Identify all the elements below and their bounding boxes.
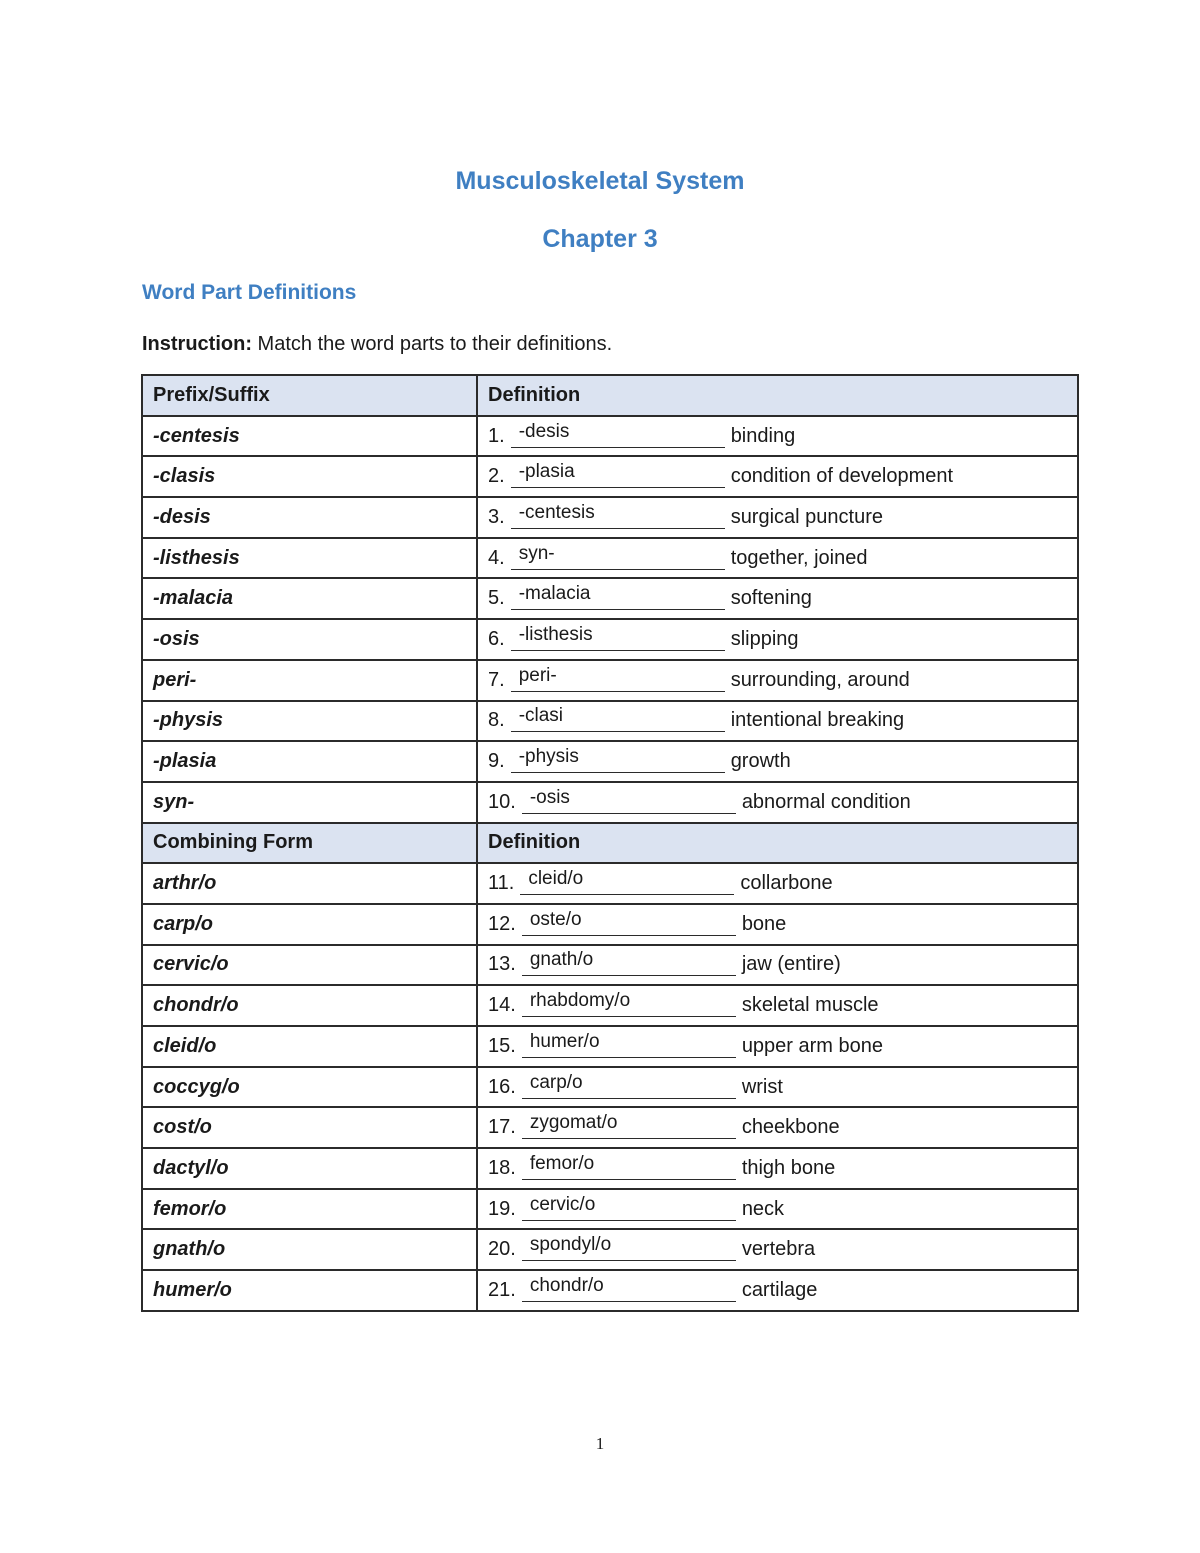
word-part-term: -malacia xyxy=(142,578,477,619)
answer-blank[interactable] xyxy=(511,664,725,692)
item-number: 19. xyxy=(488,1197,516,1220)
answer-blank[interactable] xyxy=(511,461,725,488)
answer-blank[interactable] xyxy=(522,1234,736,1261)
table-row xyxy=(142,497,1078,538)
word-part-term: -physis xyxy=(142,701,477,742)
answer-blank[interactable] xyxy=(511,501,725,529)
table-row xyxy=(142,1107,1078,1148)
chapter-heading: Chapter 3 xyxy=(542,225,658,253)
definition-cell xyxy=(477,1067,1078,1108)
definition-text: bone xyxy=(741,912,787,935)
definition-cell xyxy=(477,1270,1078,1311)
definition-cell xyxy=(477,1229,1078,1270)
word-part-term: cleid/o xyxy=(142,1026,477,1067)
table-row xyxy=(142,1026,1078,1067)
table-row xyxy=(142,741,1078,782)
definition-cell xyxy=(477,741,1078,782)
item-number: 16. xyxy=(488,1075,516,1098)
answer-text: gnath/o xyxy=(529,949,594,971)
answer-blank[interactable] xyxy=(511,583,725,610)
word-part-term: gnath/o xyxy=(142,1229,477,1270)
answer-blank[interactable] xyxy=(520,868,734,895)
definition-text: neck xyxy=(741,1197,785,1220)
word-part-term: cost/o xyxy=(142,1107,477,1148)
table-row xyxy=(142,660,1078,701)
answer-text: spondyl/o xyxy=(529,1234,612,1256)
answer-blank[interactable] xyxy=(522,908,736,936)
item-number: 7. xyxy=(488,668,505,691)
answer-blank[interactable] xyxy=(511,420,725,448)
definition-text: condition of development xyxy=(730,465,954,488)
definition-cell xyxy=(477,1148,1078,1189)
definition-text: upper arm bone xyxy=(741,1034,884,1057)
word-part-term: arthr/o xyxy=(142,863,477,904)
word-part-term: carp/o xyxy=(142,904,477,945)
table-row xyxy=(142,1270,1078,1311)
page-number: 1 xyxy=(595,1434,605,1453)
table-row xyxy=(142,1148,1078,1189)
definition-cell xyxy=(477,904,1078,945)
answer-blank[interactable] xyxy=(522,1274,736,1302)
word-part-term: dactyl/o xyxy=(142,1148,477,1189)
word-part-term: femor/o xyxy=(142,1189,477,1230)
definition-text: collarbone xyxy=(740,872,833,895)
answer-text: -centesis xyxy=(518,501,595,523)
answer-text: cleid/o xyxy=(528,868,584,890)
word-part-term: syn- xyxy=(142,782,477,823)
combining-form-header-row xyxy=(142,823,1078,864)
answer-text: oste/o xyxy=(529,908,582,930)
definition-text: growth xyxy=(730,750,791,773)
word-part-table xyxy=(141,374,1079,1312)
word-part-term: cervic/o xyxy=(142,945,477,986)
word-part-term: coccyg/o xyxy=(142,1067,477,1108)
word-part-term: humer/o xyxy=(142,1270,477,1311)
item-number: 17. xyxy=(488,1116,516,1139)
instruction-text: Match the word parts to their definitions. xyxy=(252,333,613,355)
answer-text: -malacia xyxy=(518,583,591,605)
answer-text: -osis xyxy=(529,786,570,808)
item-number: 2. xyxy=(488,465,505,488)
table-row xyxy=(142,863,1078,904)
section-heading: Word Part Definitions xyxy=(142,281,357,304)
answer-blank[interactable] xyxy=(522,949,736,976)
definition-cell xyxy=(477,863,1078,904)
definition-cell xyxy=(477,578,1078,619)
word-part-term: peri- xyxy=(142,660,477,701)
item-number: 3. xyxy=(488,505,505,528)
item-number: 1. xyxy=(488,424,505,447)
answer-blank[interactable] xyxy=(522,990,736,1017)
definition-cell xyxy=(477,945,1078,986)
instruction-label: Instruction: xyxy=(142,333,252,355)
table-row xyxy=(142,1067,1078,1108)
answer-blank[interactable] xyxy=(511,746,725,773)
item-number: 15. xyxy=(488,1034,516,1057)
table-row xyxy=(142,904,1078,945)
word-part-term: -desis xyxy=(142,497,477,538)
definition-cell xyxy=(477,1026,1078,1067)
word-part-term: -clasis xyxy=(142,456,477,497)
definition-text: softening xyxy=(730,587,812,610)
item-number: 6. xyxy=(488,627,505,650)
answer-blank[interactable] xyxy=(522,786,736,814)
item-number: 12. xyxy=(488,912,516,935)
table-row xyxy=(142,578,1078,619)
table-row xyxy=(142,1229,1078,1270)
definition-text: thigh bone xyxy=(741,1156,836,1179)
definition-cell xyxy=(477,456,1078,497)
answer-blank[interactable] xyxy=(522,1112,736,1139)
answer-text: -listhesis xyxy=(518,623,593,645)
instruction xyxy=(142,333,612,356)
table-row xyxy=(142,782,1078,823)
item-number: 8. xyxy=(488,709,505,732)
document-title: Musculoskeletal System xyxy=(455,167,745,195)
word-part-term: chondr/o xyxy=(142,985,477,1026)
definition-text: cartilage xyxy=(741,1278,818,1301)
word-part-table-body xyxy=(142,375,1078,1311)
definition-cell xyxy=(477,619,1078,660)
prefix-suffix-header: Prefix/Suffix xyxy=(142,375,477,416)
definition-text: surgical puncture xyxy=(730,505,883,528)
definition-text: abnormal condition xyxy=(741,790,911,813)
answer-text: rhabdomy/o xyxy=(529,990,631,1012)
table-row xyxy=(142,701,1078,742)
item-number: 20. xyxy=(488,1238,516,1261)
definition-cell xyxy=(477,782,1078,823)
word-part-term: -listhesis xyxy=(142,538,477,579)
definition-cell xyxy=(477,497,1078,538)
answer-blank[interactable] xyxy=(511,623,725,651)
answer-blank[interactable] xyxy=(511,542,725,570)
table-row xyxy=(142,416,1078,457)
answer-text: -plasia xyxy=(518,461,575,483)
definition-header: Definition xyxy=(477,375,1078,416)
answer-text: -physis xyxy=(518,746,579,768)
definition-cell xyxy=(477,416,1078,457)
definition-text: vertebra xyxy=(741,1238,816,1261)
table-row xyxy=(142,1189,1078,1230)
answer-text: zygomat/o xyxy=(529,1112,618,1134)
definition-header: Definition xyxy=(477,823,1078,864)
item-number: 5. xyxy=(488,587,505,610)
word-part-term: -plasia xyxy=(142,741,477,782)
answer-blank[interactable] xyxy=(511,705,725,732)
item-number: 11. xyxy=(488,872,515,895)
definition-cell xyxy=(477,985,1078,1026)
answer-text: syn- xyxy=(518,542,555,564)
item-number: 14. xyxy=(488,994,516,1017)
table-row xyxy=(142,945,1078,986)
answer-text: humer/o xyxy=(529,1030,600,1052)
item-number: 4. xyxy=(488,546,505,569)
table-row xyxy=(142,619,1078,660)
definition-cell xyxy=(477,660,1078,701)
definition-text: intentional breaking xyxy=(730,709,905,732)
definition-text: skeletal muscle xyxy=(741,994,879,1017)
combining-form-header: Combining Form xyxy=(142,823,477,864)
definition-text: cheekbone xyxy=(741,1116,840,1139)
word-part-term: -osis xyxy=(142,619,477,660)
answer-blank[interactable] xyxy=(522,1030,736,1058)
answer-blank[interactable] xyxy=(522,1152,736,1180)
item-number: 13. xyxy=(488,953,516,976)
answer-blank[interactable] xyxy=(522,1071,736,1099)
definition-text: binding xyxy=(730,424,796,447)
definition-text: surrounding, around xyxy=(730,668,910,691)
answer-text: femor/o xyxy=(529,1152,595,1174)
answer-text: peri- xyxy=(518,664,557,686)
prefix-header-row xyxy=(142,375,1078,416)
answer-text: chondr/o xyxy=(529,1274,604,1296)
answer-text: carp/o xyxy=(529,1071,583,1093)
definition-text: together, joined xyxy=(730,546,868,569)
definition-cell xyxy=(477,1189,1078,1230)
item-number: 9. xyxy=(488,750,505,773)
item-number: 18. xyxy=(488,1156,516,1179)
definition-text: jaw (entire) xyxy=(741,953,841,976)
answer-text: cervic/o xyxy=(529,1193,596,1215)
definition-text: wrist xyxy=(741,1075,783,1098)
answer-text: -clasi xyxy=(518,705,564,727)
table-row xyxy=(142,985,1078,1026)
word-part-term: -centesis xyxy=(142,416,477,457)
table-row xyxy=(142,538,1078,579)
item-number: 21. xyxy=(488,1278,516,1301)
table-row xyxy=(142,456,1078,497)
answer-blank[interactable] xyxy=(522,1193,736,1221)
answer-text: -desis xyxy=(518,420,570,442)
definition-cell xyxy=(477,701,1078,742)
definition-cell xyxy=(477,538,1078,579)
definition-text: slipping xyxy=(730,627,799,650)
item-number: 10. xyxy=(488,790,516,813)
definition-cell xyxy=(477,1107,1078,1148)
